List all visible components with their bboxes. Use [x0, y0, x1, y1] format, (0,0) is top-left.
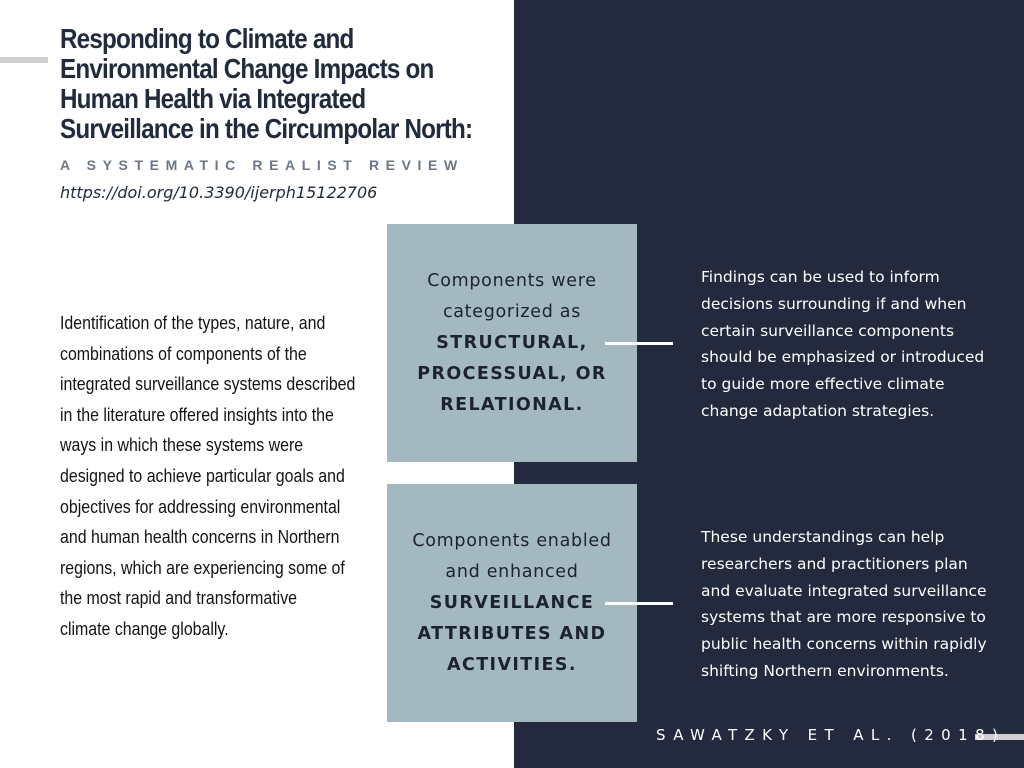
finding-line: Findings can be used to inform	[701, 268, 940, 286]
box-lead-line: and enhanced	[445, 561, 579, 582]
summary-line: objectives for addressing environmental	[60, 495, 341, 517]
finding-text-1	[701, 264, 1001, 425]
summary-text	[60, 308, 356, 645]
finding-line: decisions surrounding if and when	[701, 294, 967, 313]
summary-line: combinations of components of the	[60, 342, 307, 364]
finding-line: systems that are more responsive to	[701, 608, 986, 627]
subtitle: A SYSTEMATIC REALIST REVIEW	[60, 157, 464, 173]
box-lead-line: Components enabled	[412, 530, 612, 551]
component-box-attributes	[387, 484, 637, 722]
box-lead-line: Components were	[427, 270, 597, 291]
box-emphasis-line: ACTIVITIES.	[447, 654, 577, 675]
summary-line: climate change globally.	[60, 617, 229, 639]
doi-link[interactable]: https://doi.org/10.3390/ijerph15122706	[60, 183, 378, 202]
finding-line: to guide more effective climate	[701, 375, 945, 394]
title-line: Responding to Climate and	[60, 23, 354, 54]
box-lead-line: categorized as	[442, 301, 582, 322]
summary-line: and human health concerns in Northern	[60, 526, 340, 548]
summary-line: regions, which are experiencing some of	[60, 556, 345, 578]
summary-line: Identification of the types, nature, and	[60, 312, 326, 333]
summary-line: integrated surveillance systems described	[60, 373, 356, 395]
box-emphasis-line: STRUCTURAL,	[436, 332, 588, 353]
title-line: Environmental Change Impacts on	[60, 53, 434, 84]
finding-line: and evaluate integrated surveillance	[701, 581, 987, 600]
finding-line: certain surveillance components	[701, 321, 955, 340]
box-emphasis-line: ATTRIBUTES AND	[417, 623, 607, 644]
box-emphasis-line: PROCESSUAL, OR	[417, 363, 607, 384]
summary-line: designed to achieve particular goals and	[60, 464, 345, 486]
finding-line: These understandings can help	[701, 528, 945, 546]
box-emphasis-line: SURVEILLANCE	[429, 592, 595, 613]
summary-line: the most rapid and transformative	[60, 587, 297, 609]
box-emphasis-line: RELATIONAL.	[440, 394, 584, 415]
connector-line-2	[605, 602, 673, 605]
title-line: Surveillance in the Circumpolar North:	[60, 113, 473, 144]
page-title	[60, 23, 473, 144]
component-box-categorization	[387, 224, 637, 462]
finding-line: shifting Northern environments.	[701, 661, 949, 680]
title-accent-bar	[0, 57, 48, 63]
finding-line: public health concerns within rapidly	[701, 635, 987, 654]
finding-line: change adaptation strategies.	[701, 401, 935, 420]
finding-line: should be emphasized or introduced	[701, 348, 985, 367]
connector-line-1	[605, 342, 673, 345]
finding-line: researchers and practitioners plan	[701, 554, 968, 573]
finding-text-2	[701, 524, 1001, 685]
summary-line: in the literature offered insights into the	[60, 403, 334, 425]
summary-line: ways in which these systems were	[60, 434, 304, 456]
title-line: Human Health via Integrated	[60, 83, 366, 114]
citation: SAWATZKY ET AL. (2018)	[656, 726, 1006, 744]
